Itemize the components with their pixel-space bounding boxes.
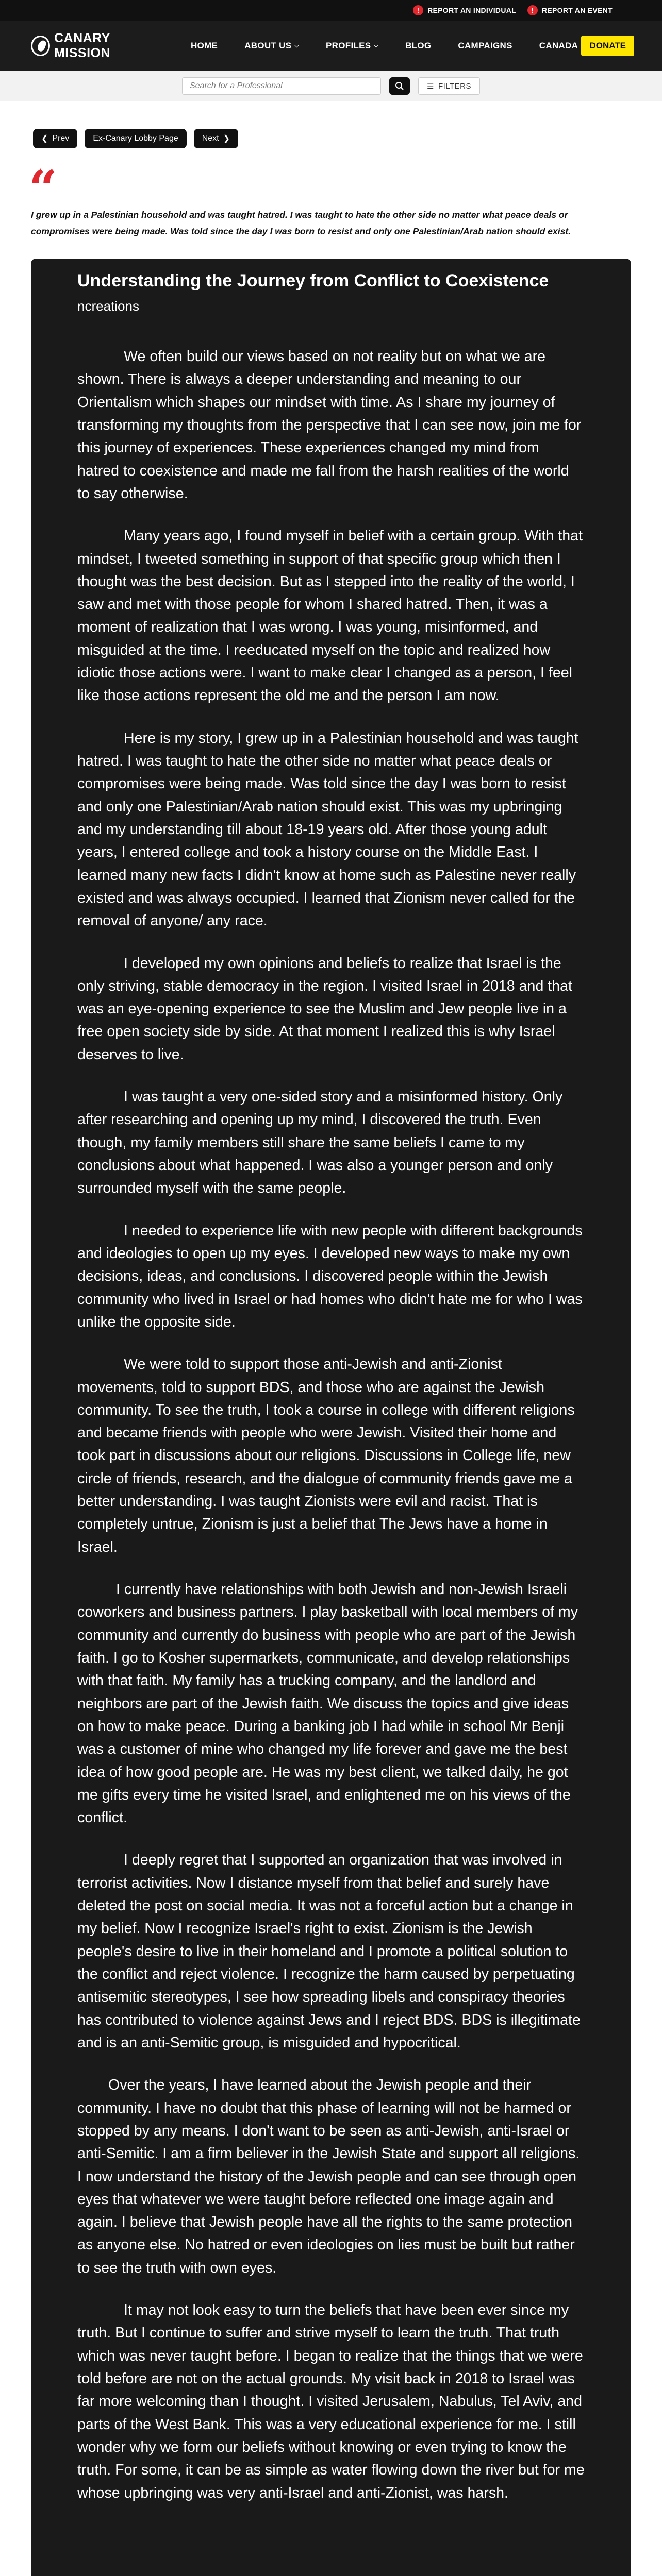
article-title: Understanding the Journey from Conflict to Coexistence [77,271,549,291]
search-bar [0,71,662,101]
profile-pager [0,101,662,148]
canary-icon [31,36,50,56]
article-paragraph: Over the years, I have learned about the Jewish people and their community. I have no doubt that this phase of learning will not be harmed or stopped by any means. I don't want to be seen as anti-Jewish, anti-Israel or anti-Semitic. I am a firm believer in the Jewish State and support all religions. I now understand the history of the Jewish people and can see through open eyes that whatever we were taught before reflected one image again and again. I believe that Jewish people have all the rights to the same protection as anyone else. No hatred or even ideologies on lies must be built but rather to see the truth with own eyes. [77,2077,580,2276]
article-paragraph: We often build our views based on not reality but on what we are shown. There is always a deeper understanding and meaning to our Orientalism which shapes our mindset with time. As I share my journey of transforming my thoughts from the perspective that I can see now, join me for this journey of experiences. These experiences changed my mind from hatred to coexistence and made me fall from the harsh realities of the world to say otherwise. [77,348,582,502]
nav-home[interactable]: HOME [191,41,218,50]
chevron-right-icon: ❯ [223,134,230,143]
pull-quote: I grew up in a Palestinian household and was taught hatred. I was taught to hate the other side no matter what peace deals or compromises were being made. Was told since the day I was born to resist and only one Palestinian/Arab nation should exist. [31,210,571,236]
filters-label: FILTERS [438,81,472,91]
article-paragraph: Here is my story, I grew up in a Palestinian household and was taught hatred. I was taught to hate the other side no matter what peace deals or compromises were being made. Was told since the day I was born to resist and only one Palestinian/Arab nation should exist. This was my upbringing and my understanding till about 18-19 years old. After those young adult years, I entered college and took a history course on the Middle East. I learned many new facts I didn't know at home such as Palestine never really existed and was always occupied. I learned that Zionism never called for the removal of anyone/ any race. [77,730,578,929]
article-paragraph: I was taught a very one-sided story and a misinformed history. Only after researching and opening up my mind, I discovered the truth. Even though, my family members still share the same beliefs I came to my conclusions about what happened. I was also a younger person and only surrounded myself with the same people. [77,1089,563,1197]
search-button[interactable] [389,77,410,95]
donate-button[interactable]: DONATE [581,36,634,56]
event-icon: ! [527,5,538,15]
chevron-down-icon: ⌵ [374,42,379,49]
nav-blog[interactable]: BLOG [405,41,432,50]
nav-profiles[interactable]: PROFILES ⌵ [326,41,379,50]
article-paragraph: I currently have relationships with both Jewish and non-Jewish Israeli coworkers and business partners. I play basketball with local members of my community and currently do business with people who are part of the Jewish faith. I go to Kosher supermarkets, communicate, and develop relationships with that faith. My family has a trucking company, and the landlord and neighbors are part of the Jewish faith. We discuss the topics and give ideas on how to make peace. During a banking job I had while in school Mr Benji was a customer of mine who changed my life forever and gave me the best idea of how good people are. He was my best client, we talked daily, he got me gifts every time he visited Israel, and enlightened me on his views of the conflict. [77,1581,578,1826]
article-paragraph: I needed to experience life with new people with different backgrounds and ideologies to open up my eyes. I developed new ways to make my own decisions, ideas, and conclusions. I discovered people within the Jewish community who lived in Israel or had homes who didn't hate me for who I was unlike the opposite side. [77,1222,583,1330]
person-icon: ! [413,5,423,15]
quote-icon: “ [29,159,58,217]
article-paragraph: I deeply regret that I supported an organization that was involved in terrorist activities. Now I distance myself from that belief and surely have deleted the post on social media. It was not a forceful action but a change in my belief. Now I recognize Israel's right to exist. Zionism is the Jewish people's desire to live in their homeland and I promote a political solution to the conflict and reject violence. I recognize the harm caused by perpetuating antisemitic stereotypes, I see how spreading libels and conspiracy theories has contributed to violence against Jews and I reject BDS. BDS is illegitimate and is an anti-Semitic group, is misguided and hypocritical. [77,1852,581,2051]
filters-button[interactable] [418,77,480,95]
nav-about-us[interactable]: ABOUT US ⌵ [244,41,300,50]
search-input[interactable]: Search for a Professional [182,77,381,95]
prev-button[interactable]: ❮ Prev [33,129,77,148]
logo-text: CANARY MISSION [54,31,111,60]
chevron-left-icon: ❮ [41,134,48,143]
article-paragraph: I developed my own opinions and beliefs to realize that Israel is the only striving, stable democracy in the region. I visited Israel in 2018 and that was an eye-opening experience to see the Muslim and Jew people live in a free open society side by side. At that moment I realized this is why Israel deserves to live. [77,955,572,1063]
article-author: ncreations [77,298,139,314]
search-icon [395,81,404,91]
nav-campaigns[interactable]: CAMPAIGNS [458,41,512,50]
report-event-label: REPORT AN EVENT [542,6,613,14]
article-paragraph: It may not look easy to turn the beliefs that have been ever since my truth. But I continue to suffer and strive myself to learn the truth. That truth which was never taught before. I began to realize that the things that we were told before are not on the actual grounds. My visit back in 2018 to Israel was far more welcoming than I thought. I visited Jerusalem, Nabulus, Tel Aviv, and parts of the West Bank. This was a very educational experience for me. I still wonder why we form our beliefs without knowing or even trying to know the truth. For some, it can be as simple as water flowing down the river but for me whose upbringing was very anti-Israel and anti-Zionist, was harsh. [77,2302,585,2501]
main-nav [0,21,662,71]
article-card [31,259,631,2576]
report-individual-link[interactable] [413,5,516,15]
report-bar [0,0,662,21]
next-button[interactable]: Next ❯ [194,129,238,148]
lobby-button[interactable]: Ex-Canary Lobby Page [85,129,186,148]
report-event-link[interactable] [527,5,613,15]
site-logo[interactable] [31,31,160,61]
filter-icon: ☰ [426,82,434,91]
article-paragraph: Many years ago, I found myself in belief with a certain group. With that mindset, I tweeted something in support of that specific group which then I thought was the best decision. But as I stepped into the reality of the world, I saw and met with those people for whom I shared hatred. Then, it was a moment of realization that I was wrong. I was young, misinformed, and misguided at the time. I reeducated myself on the topic and realized how idiotic those actions were. I want to make clear I changed as a person, I feel like those actions represent the old me and the person I am now. [77,528,583,704]
nav-canada[interactable]: CANADA [539,41,578,50]
chevron-down-icon: ⌵ [294,42,300,49]
nav-items [191,41,581,51]
report-individual-label: REPORT AN INDIVIDUAL [427,6,516,14]
article-paragraph: We were told to support those anti-Jewish and anti-Zionist movements, told to support BDS, and those who are against the Jewish community. To see the truth, I took a course in college with different religions and became friends with people who were Jewish. Visited their home and took part in discussions about our religions. Discussions in College life, new circle of friends, research, and the dialogue of community friends gave me a better understanding. I was taught Zionists were evil and racist. That is completely untrue, Zionism is just a belief that The Jews have a home in Israel. [77,1356,575,1555]
